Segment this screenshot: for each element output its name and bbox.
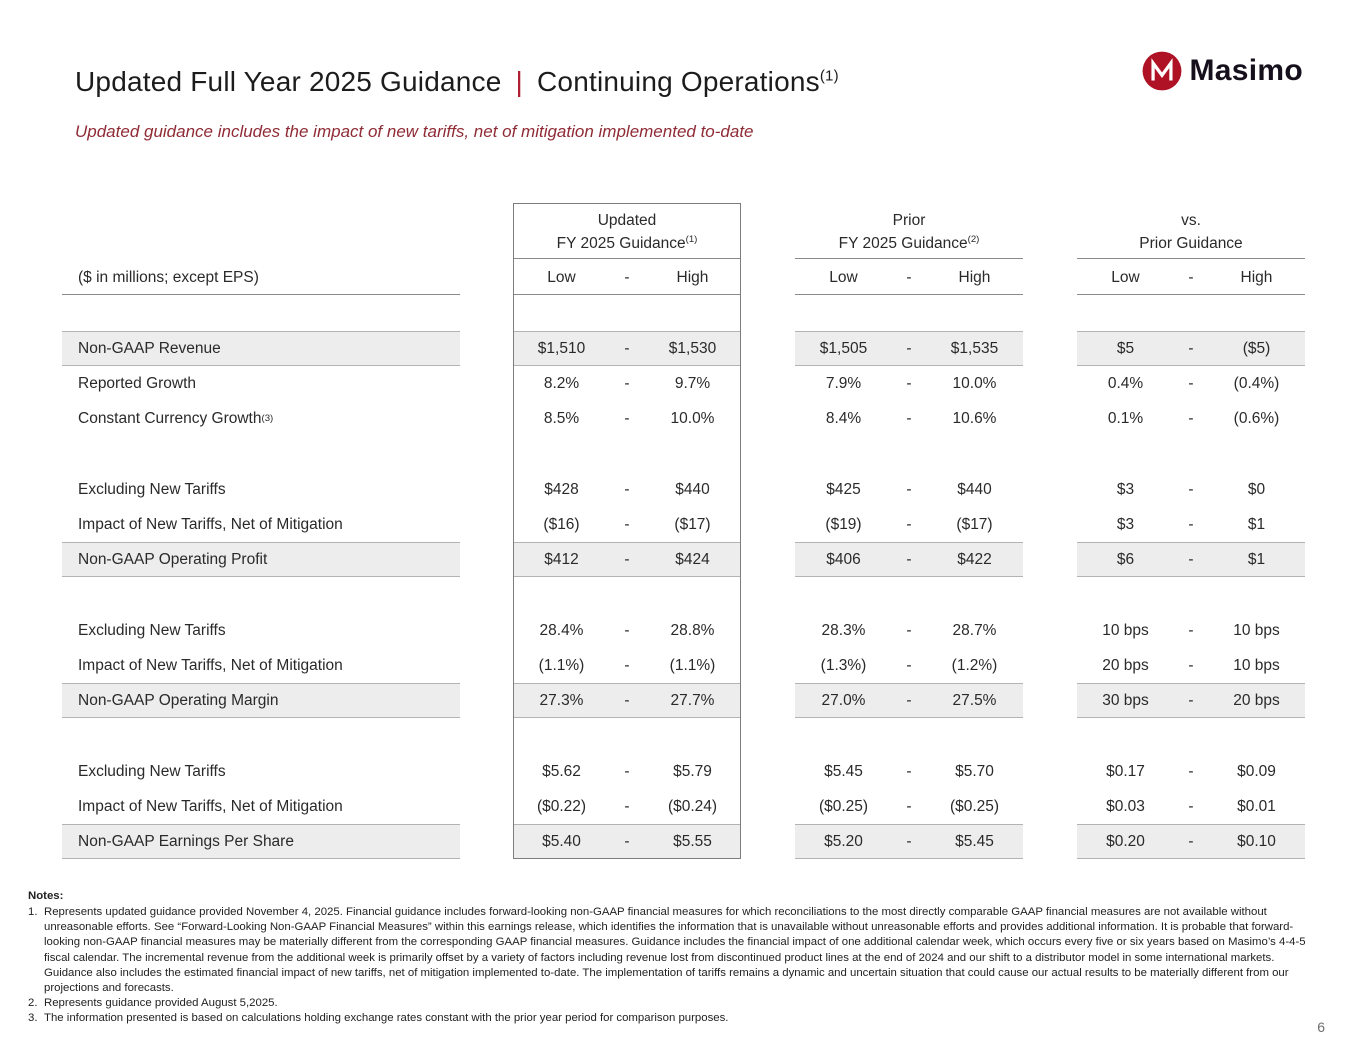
prior-low-value: $5.20 [824,832,863,850]
table-row [62,472,1305,507]
title-secondary: Continuing Operations [537,66,820,97]
updated-high-value: $5.55 [673,832,712,850]
updated-low-value: $1,510 [537,339,586,357]
range-dash: - [624,621,630,639]
row-label: Reported Growth [78,374,197,392]
prior-high-value: $5.45 [955,832,994,850]
row-label: Non-GAAP Revenue [62,331,460,366]
range-dash: - [906,269,912,286]
updated-low-value: $412 [544,550,579,568]
row-label: Excluding New Tariffs [78,621,226,639]
row-label: Impact of New Tariffs, Net of Mitigation [78,515,343,533]
range-dash: - [906,656,912,674]
high-label: High [676,269,709,286]
masimo-logo [1141,50,1304,92]
updated-high-value: $1,530 [668,339,717,357]
note-text: Represents updated guidance provided November 4, 2025. Financial guidance includes forward-looking non-GAAP financial measures for which reconciliations to the most directly comparable GAAP financial measures are not available without unreasonable efforts. See “Forward-Looking Non-GAAP Financial Measures” within this earnings release, which identifies the information that is unavailable without unreasonable efforts and provides additional information. It is probable that forward-looking non-GAAP financial measures may be materially different from the corresponding GAAP financial measures. Guidance includes the financial impact of one additional calendar week, which occurs every five or six years based on Masimo’s 4-4-5 fiscal calendar. The incremental revenue from the additional week is primarily offset by a variety of factors including revenue lost from discontinued product lines at the end of 2024 and our shift to a distributor model in some international markets. Guidance also includes the estimated financial impact of new tariffs, net of mitigation implemented to-date. The implementation of tariffs remains a dynamic and uncertain situation that could cause our actual results to be materially different from our projections and forecasts. [44,906,1306,994]
prior-range [795,366,1023,401]
updated-range [513,683,741,718]
vs-low-value: 20 bps [1102,656,1149,674]
range-dash: - [1188,409,1194,427]
range-dash: - [624,691,630,709]
updated-range [513,401,741,436]
prior-range [795,648,1023,683]
group-header-line1: Prior [892,212,926,230]
masimo-wordmark: Masimo [1189,54,1303,87]
range-dash: - [1188,515,1194,533]
prior-range [795,507,1023,542]
updated-range [513,366,741,401]
prior-range [795,295,1023,331]
table-spacer-row [62,577,1305,613]
updated-high-value: (1.1%) [669,656,716,674]
low-label: Low [829,269,858,286]
row-label: Excluding New Tariffs [78,762,226,780]
note-text: The information presented is based on calculations holding exchange rates constant with the prior year period for comparison purposes. [44,1012,729,1025]
updated-high-value: ($0.24) [667,797,718,815]
vs-low-value: $5 [1116,339,1135,357]
vs-high-value: $1 [1247,515,1266,533]
updated-range [513,754,741,789]
vs-low-value: 0.1% [1107,409,1144,427]
range-dash: - [906,480,912,498]
updated-low-value: $428 [544,480,579,498]
table-subheader-row [62,259,1305,295]
range-dash: - [1188,339,1194,357]
updated-range [513,507,741,542]
prior-range [795,472,1023,507]
footnote-ref: (2) [967,233,980,245]
vs-range [1077,577,1305,613]
vs-range [1077,472,1305,507]
range-dash: - [1188,269,1194,286]
prior-low-value: 8.4% [825,409,862,427]
range-dash: - [906,621,912,639]
vs-low-high-header [1077,259,1305,295]
updated-high-value: 9.7% [674,374,711,392]
table-row [62,824,1305,859]
range-dash: - [906,339,912,357]
vs-high-value: $0 [1247,480,1266,498]
prior-high-value: (1.2%) [951,656,998,674]
vs-high-value: 20 bps [1233,691,1280,709]
range-dash: - [1188,832,1194,850]
title-main: Updated Full Year 2025 Guidance [75,66,502,97]
vs-range [1077,683,1305,718]
note-1 [28,905,1308,996]
updated-low-value: $5.62 [542,762,581,780]
range-dash: - [906,515,912,533]
vs-range [1077,613,1305,648]
vs-range [1077,331,1305,366]
prior-high-value: 28.7% [952,621,997,639]
guidance-table [62,203,1305,859]
note-number: 1. [28,906,38,919]
vs-high-value: 10 bps [1233,621,1280,639]
group-header-line1: Updated [597,212,657,230]
range-dash: - [906,797,912,815]
vs-low-value: 30 bps [1102,691,1149,709]
updated-low-value: (1.1%) [538,656,585,674]
range-dash: - [624,515,630,533]
row-label: Non-GAAP Operating Profit [62,542,460,577]
updated-low-high-header [513,259,741,295]
prior-low-high-header [795,259,1023,295]
table-row [62,331,1305,366]
note-text: Represents guidance provided August 5,2025. [44,997,278,1010]
prior-range [795,683,1023,718]
updated-high-value: $440 [675,480,710,498]
prior-high-value: ($0.25) [949,797,1000,815]
units-label: ($ in millions; except EPS) [62,259,460,295]
notes-section [28,889,1308,1026]
range-dash: - [624,656,630,674]
group-header-line2: FY 2025 Guidance$^{(2)}$ [838,233,980,252]
vs-high-value: (0.6%) [1233,409,1280,427]
updated-range [513,577,741,613]
prior-high-value: 10.6% [952,409,997,427]
table-spacer-row [62,718,1305,754]
range-dash: - [624,480,630,498]
updated-low-value: ($16) [543,515,580,533]
prior-guidance-header [795,203,1023,259]
updated-range [513,542,741,577]
updated-high-value: 27.7% [670,691,715,709]
vs-range [1077,648,1305,683]
prior-range [795,613,1023,648]
note-number: 2. [28,997,38,1010]
updated-range [513,472,741,507]
prior-range [795,331,1023,366]
table-row [62,542,1305,577]
group-header-line2: Prior Guidance [1139,234,1243,252]
updated-high-value: 10.0% [670,409,715,427]
table-group-header-row [62,203,1305,259]
vs-low-value: $3 [1116,515,1135,533]
vs-high-value: $0.10 [1237,832,1276,850]
prior-range [795,789,1023,824]
range-dash: - [906,374,912,392]
vs-low-value: $0.20 [1106,832,1145,850]
group-header-line1: vs. [1181,212,1201,230]
updated-low-value: 28.4% [539,621,584,639]
prior-high-value: $1,535 [950,339,999,357]
vs-range [1077,295,1305,331]
vs-range [1077,401,1305,436]
range-dash: - [624,339,630,357]
prior-low-value: 27.0% [821,691,866,709]
vs-high-value: ($5) [1242,339,1271,357]
range-dash: - [624,797,630,815]
vs-range [1077,507,1305,542]
table-row [62,754,1305,789]
updated-high-value: $5.79 [673,762,712,780]
table-row [62,789,1305,824]
range-dash: - [624,550,630,568]
prior-range [795,824,1023,859]
prior-range [795,577,1023,613]
row-label [62,718,460,754]
range-dash: - [1188,374,1194,392]
range-dash: - [906,550,912,568]
updated-range [513,613,741,648]
row-label: Excluding New Tariffs [78,480,226,498]
table-row [62,507,1305,542]
range-dash: - [906,409,912,427]
table-row [62,683,1305,718]
updated-low-value: ($0.22) [536,797,587,815]
range-dash: - [1188,691,1194,709]
prior-range [795,754,1023,789]
low-label: Low [547,269,576,286]
prior-low-value: ($0.25) [818,797,869,815]
title-footnote-ref: (1) [819,67,839,85]
prior-high-value: $422 [957,550,992,568]
prior-low-value: $5.45 [824,762,863,780]
vs-low-value: 10 bps [1102,621,1149,639]
table-spacer-row [62,436,1305,472]
table-row [62,401,1305,436]
row-label: Non-GAAP Operating Margin [62,683,460,718]
table-spacer-row [62,295,1305,331]
prior-high-value: ($17) [956,515,993,533]
prior-high-value: 27.5% [952,691,997,709]
updated-range [513,295,741,331]
vs-range [1077,789,1305,824]
page-number: 6 [1317,1019,1325,1035]
range-dash: - [1188,480,1194,498]
vs-range [1077,542,1305,577]
notes-heading: Notes: [28,890,64,902]
range-dash: - [1188,762,1194,780]
range-dash: - [1188,550,1194,568]
row-label: Non-GAAP Earnings Per Share [62,824,460,859]
guidance-table-body [62,295,1305,859]
vs-range [1077,718,1305,754]
updated-low-value: $5.40 [542,832,581,850]
prior-low-value: (1.3%) [820,656,867,674]
prior-low-value: $1,505 [819,339,868,357]
prior-range [795,718,1023,754]
updated-range [513,331,741,366]
row-label [62,436,460,472]
updated-guidance-header [513,203,741,259]
range-dash: - [906,691,912,709]
page-title [75,66,839,98]
note-2 [28,996,1308,1011]
updated-range [513,648,741,683]
updated-range [513,789,741,824]
vs-high-value: $0.09 [1237,762,1276,780]
vs-high-value: $1 [1247,550,1266,568]
table-row [62,648,1305,683]
range-dash: - [624,832,630,850]
vs-low-value: $0.17 [1106,762,1145,780]
row-label [62,577,460,613]
table-row [62,366,1305,401]
high-label: High [958,269,991,286]
row-label: Impact of New Tariffs, Net of Mitigation [78,656,343,674]
vs-low-value: $3 [1116,480,1135,498]
masimo-logo-icon [1141,50,1183,92]
updated-range [513,436,741,472]
vs-high-value: (0.4%) [1233,374,1280,392]
updated-high-value: ($17) [674,515,711,533]
vs-range [1077,824,1305,859]
row-label: Constant Currency Growth (3) [78,409,274,427]
updated-range [513,824,741,859]
note-number: 3. [28,1012,38,1025]
updated-high-value: $424 [675,550,710,568]
range-dash: - [624,762,630,780]
prior-low-value: $406 [826,550,861,568]
vs-high-value: $0.01 [1237,797,1276,815]
vs-high-value: 10 bps [1233,656,1280,674]
prior-low-value: 7.9% [825,374,862,392]
prior-range [795,436,1023,472]
note-3 [28,1011,1308,1026]
vs-low-value: $6 [1116,550,1135,568]
prior-low-value: $425 [826,480,861,498]
vs-low-value: 0.4% [1107,374,1144,392]
range-dash: - [624,409,630,427]
empty-header-cell [62,203,460,259]
range-dash: - [1188,656,1194,674]
range-dash: - [1188,797,1194,815]
updated-range [513,718,741,754]
prior-low-value: ($19) [825,515,862,533]
range-dash: - [624,269,630,286]
updated-low-value: 27.3% [539,691,584,709]
high-label: High [1240,269,1273,286]
prior-low-value: 28.3% [821,621,866,639]
footnote-ref: (1) [685,233,698,245]
table-row [62,613,1305,648]
row-label [62,295,460,331]
vs-prior-header [1077,203,1305,259]
vs-low-value: $0.03 [1106,797,1145,815]
row-label: Impact of New Tariffs, Net of Mitigation [78,797,343,815]
vs-range [1077,366,1305,401]
vs-range [1077,436,1305,472]
group-header-line2: FY 2025 Guidance$^{(1)}$ [556,233,698,252]
updated-high-value: 28.8% [670,621,715,639]
range-dash: - [624,374,630,392]
range-dash: - [906,832,912,850]
page-subtitle: Updated guidance includes the impact of new tariffs, net of mitigation implemented to-date [75,122,754,141]
prior-high-value: $440 [957,480,992,498]
range-dash: - [906,762,912,780]
title-divider: | [515,66,523,97]
range-dash: - [1188,621,1194,639]
updated-low-value: 8.2% [543,374,580,392]
prior-high-value: 10.0% [952,374,997,392]
updated-low-value: 8.5% [543,409,580,427]
vs-range [1077,754,1305,789]
prior-high-value: $5.70 [955,762,994,780]
low-label: Low [1111,269,1140,286]
prior-range [795,401,1023,436]
prior-range [795,542,1023,577]
